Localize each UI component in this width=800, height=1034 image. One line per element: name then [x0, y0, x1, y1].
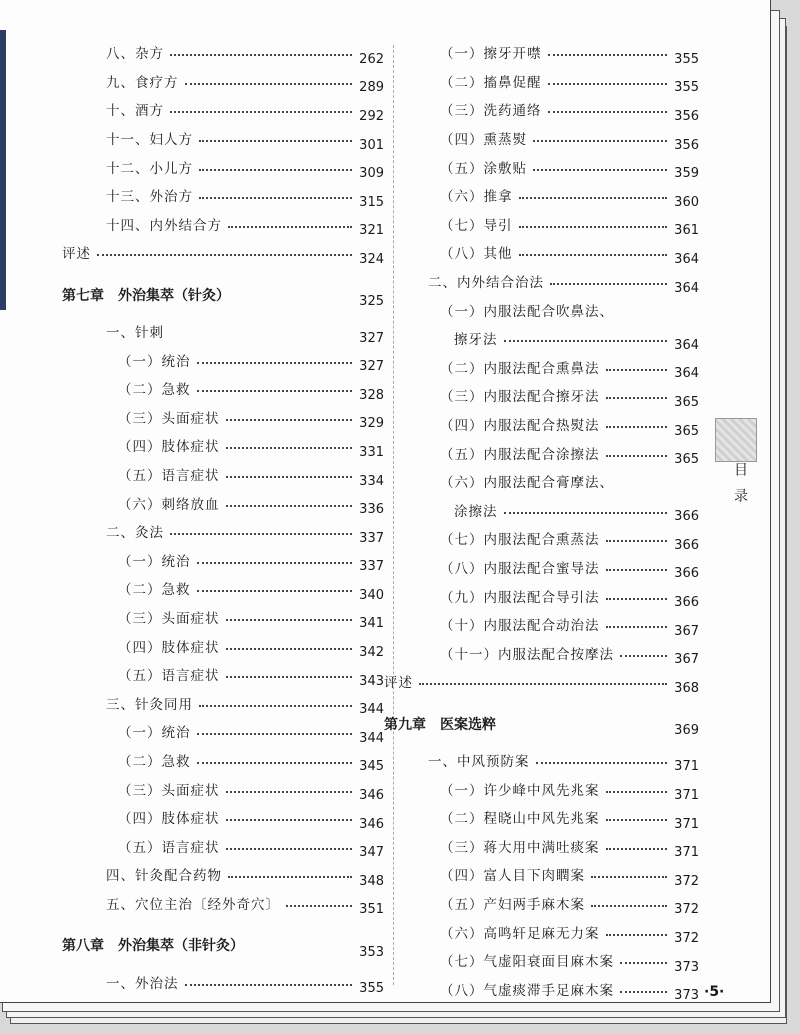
- toc-entry[interactable]: [62, 631, 384, 660]
- toc-entry-title: （十一）内服法配合按摩法: [440, 646, 614, 663]
- leader-dots: [286, 905, 352, 907]
- toc-entry[interactable]: [384, 238, 699, 267]
- toc-entry-title: 擦牙法: [454, 332, 498, 349]
- leader-dots: [519, 197, 668, 199]
- leader-dots: [226, 619, 353, 621]
- toc-entry[interactable]: [62, 317, 384, 346]
- toc-entry[interactable]: [384, 410, 699, 439]
- toc-entry[interactable]: [384, 774, 699, 803]
- toc-entry[interactable]: [384, 946, 699, 975]
- toc-page-number: 355: [674, 51, 699, 67]
- toc-entry[interactable]: [62, 238, 384, 267]
- toc-entry-title: （二）程晓山中风先兆案: [440, 811, 600, 828]
- toc-left-column: [62, 38, 384, 996]
- toc-page-number: 371: [674, 759, 699, 775]
- toc-entry[interactable]: [62, 717, 384, 746]
- toc-entry-title: （七）气虚阳衰面目麻木案: [440, 954, 614, 971]
- leader-dots: [533, 169, 667, 171]
- toc-page-number: 346: [359, 788, 384, 804]
- toc-entry-title: （一）统治: [118, 725, 191, 742]
- toc-entry-title: 十二、小儿方: [106, 160, 193, 177]
- toc-entry-title: （三）蒋大用中满吐痰案: [440, 839, 600, 856]
- leader-dots: [606, 426, 668, 428]
- toc-page-number: 336: [359, 502, 384, 518]
- toc-entry-title: （一）擦牙开噤: [440, 46, 542, 63]
- toc-page-number: 356: [674, 108, 699, 124]
- leader-dots: [226, 791, 353, 793]
- toc-entry-title: （一）统治: [118, 553, 191, 570]
- toc-page-number: 301: [359, 137, 384, 153]
- toc-entry[interactable]: [384, 152, 699, 181]
- toc-page-number: 337: [359, 530, 384, 546]
- toc-entry-title: （二）急救: [118, 382, 191, 399]
- toc-entry-title: （二）搐鼻促醒: [440, 74, 542, 91]
- toc-entry-title: （六）内服法配合膏摩法、: [440, 475, 614, 492]
- toc-page-number: 344: [359, 702, 384, 718]
- toc-page-number: 341: [359, 616, 384, 632]
- leader-dots: [548, 54, 668, 56]
- leader-dots: [620, 962, 667, 964]
- toc-entry[interactable]: [62, 803, 384, 832]
- leader-dots: [606, 540, 668, 542]
- leader-dots: [226, 648, 353, 650]
- toc-entry-title: （四）富人目下肉瞤案: [440, 868, 585, 885]
- toc-entry-title: （五）内服法配合涂擦法: [440, 446, 600, 463]
- toc-entry[interactable]: [62, 488, 384, 517]
- toc-entry-title: （五）产妇两手麻木案: [440, 896, 585, 913]
- toc-page-number: 372: [674, 873, 699, 889]
- toc-entry-title: （五）语言症状: [118, 468, 220, 485]
- leader-dots: [226, 676, 353, 678]
- toc-page-number: 289: [359, 80, 384, 96]
- toc-entry-title: （四）内服法配合热熨法: [440, 418, 600, 435]
- leader-dots: [548, 111, 668, 113]
- toc-page-number: 343: [359, 673, 384, 689]
- toc-entry[interactable]: [384, 889, 699, 918]
- leader-dots: [533, 140, 667, 142]
- toc-entry[interactable]: [62, 517, 384, 546]
- toc-page-number: 345: [359, 759, 384, 775]
- toc-entry[interactable]: [62, 831, 384, 860]
- leader-dots: [550, 283, 667, 285]
- leader-dots: [536, 762, 668, 764]
- toc-entry[interactable]: [62, 603, 384, 632]
- toc-entry[interactable]: [62, 574, 384, 603]
- toc-entry[interactable]: [384, 496, 699, 525]
- toc-page-number: 365: [674, 423, 699, 439]
- toc-entry-title: （六）高鸣轩足麻无力案: [440, 925, 600, 942]
- leader-dots: [591, 905, 667, 907]
- leader-dots: [519, 254, 668, 256]
- toc-entry-title: （五）涂敷贴: [440, 160, 527, 177]
- toc-entry[interactable]: [384, 974, 699, 1003]
- leader-dots: [606, 626, 668, 628]
- toc-page-number: 372: [674, 931, 699, 947]
- toc-entry[interactable]: [62, 152, 384, 181]
- leader-dots: [226, 505, 353, 507]
- toc-page-number: 324: [359, 251, 384, 267]
- toc-page-number: 367: [674, 623, 699, 639]
- toc-entry[interactable]: [62, 889, 384, 918]
- leader-dots: [199, 197, 352, 199]
- toc-entry[interactable]: [62, 967, 384, 996]
- toc-entry[interactable]: [384, 353, 699, 382]
- toc-entry-title: （十）内服法配合动治法: [440, 618, 600, 635]
- leader-dots: [228, 226, 352, 228]
- toc-entry-title: 五、穴位主治〔经外奇穴〕: [106, 896, 280, 913]
- toc-entry-title: 二、灸法: [106, 525, 164, 542]
- toc-page-number: 364: [674, 366, 699, 382]
- toc-entry[interactable]: [62, 546, 384, 575]
- leader-dots: [620, 991, 667, 993]
- toc-entry-title: 四、针灸配合药物: [106, 868, 222, 885]
- toc-entry-title: 十三、外治方: [106, 189, 193, 206]
- leader-dots: [185, 984, 353, 986]
- toc-page-number: 315: [359, 194, 384, 210]
- toc-chapter-heading[interactable]: [62, 917, 384, 967]
- toc-chapter-heading[interactable]: [62, 267, 384, 317]
- toc-entry-title: （二）内服法配合熏鼻法: [440, 360, 600, 377]
- leader-dots: [606, 598, 668, 600]
- toc-entry[interactable]: [384, 610, 699, 639]
- chapter-number: 第八章: [62, 938, 104, 955]
- toc-page-number: 334: [359, 473, 384, 489]
- toc-page-number: 369: [674, 723, 699, 739]
- toc-entry-title: 一、外治法: [106, 975, 179, 992]
- toc-page-number: 366: [674, 509, 699, 525]
- toc-entry-title: （三）洗药通络: [440, 103, 542, 120]
- toc-page-number: 309: [359, 166, 384, 182]
- leader-dots: [226, 447, 353, 449]
- toc-entry[interactable]: [384, 667, 699, 696]
- leader-dots: [591, 876, 667, 878]
- toc-entry-title: （二）急救: [118, 582, 191, 599]
- toc-entry[interactable]: [384, 524, 699, 553]
- leader-dots: [548, 83, 668, 85]
- leader-dots: [226, 476, 353, 478]
- leader-dots: [185, 83, 353, 85]
- leader-dots: [226, 419, 353, 421]
- toc-entry-title: （四）熏蒸熨: [440, 132, 527, 149]
- toc-page-number: 292: [359, 108, 384, 124]
- toc-entry[interactable]: [62, 345, 384, 374]
- toc-entry[interactable]: [384, 917, 699, 946]
- decorative-seal-icon: [715, 418, 757, 462]
- toc-page-number: 355: [674, 80, 699, 96]
- toc-entry-title: 十、酒方: [106, 103, 164, 120]
- toc-entry-title: 涂擦法: [454, 503, 498, 520]
- toc-entry-title: （二）急救: [118, 753, 191, 770]
- toc-entry[interactable]: [62, 746, 384, 775]
- toc-entry[interactable]: [62, 210, 384, 239]
- toc-entry-title: 评述: [384, 675, 413, 692]
- leader-dots: [170, 533, 352, 535]
- toc-entry-title: 二、内外结合治法: [428, 275, 544, 292]
- leader-dots: [170, 54, 352, 56]
- toc-page-number: 347: [359, 845, 384, 861]
- chapter-title: 医案选粹: [440, 716, 496, 733]
- leader-dots: [199, 705, 352, 707]
- toc-page-number: 328: [359, 387, 384, 403]
- leader-dots: [606, 369, 668, 371]
- toc-entry[interactable]: [384, 803, 699, 832]
- toc-entry-title: （七）内服法配合熏蒸法: [440, 532, 600, 549]
- toc-entry-title: 十一、妇人方: [106, 132, 193, 149]
- toc-page-number: 353: [359, 944, 384, 960]
- cover-edge: [0, 30, 6, 310]
- toc-entry-title: （八）气虚痰滞手足麻木案: [440, 982, 614, 999]
- toc-page-number: 355: [359, 981, 384, 997]
- toc-page-number: 351: [359, 902, 384, 918]
- toc-page-number: 356: [674, 137, 699, 153]
- leader-dots: [226, 848, 353, 850]
- toc-entry-title: （四）肢体症状: [118, 811, 220, 828]
- toc-entry-title: （三）头面症状: [118, 782, 220, 799]
- leader-dots: [606, 934, 668, 936]
- toc-entry[interactable]: [384, 295, 699, 324]
- toc-page-number: 329: [359, 416, 384, 432]
- toc-page-number: 364: [674, 337, 699, 353]
- toc-right-column: [384, 38, 699, 1003]
- toc-page-number: 359: [674, 166, 699, 182]
- toc-page-number: 371: [674, 845, 699, 861]
- leader-dots: [228, 876, 352, 878]
- toc-entry[interactable]: [62, 95, 384, 124]
- chapter-number: 第七章: [62, 287, 104, 304]
- toc-entry-title: （八）内服法配合蜜导法: [440, 560, 600, 577]
- toc-entry-title: 三、针灸同用: [106, 696, 193, 713]
- toc-entry-title: 八、杂方: [106, 46, 164, 63]
- toc-page-number: 337: [359, 559, 384, 575]
- toc-page-number: 327: [359, 330, 384, 346]
- toc-entry-title: （五）语言症状: [118, 839, 220, 856]
- toc-entry[interactable]: [384, 210, 699, 239]
- toc-entry-title: （六）刺络放血: [118, 496, 220, 513]
- toc-entry[interactable]: [384, 581, 699, 610]
- toc-entry-title: （三）内服法配合擦牙法: [440, 389, 600, 406]
- toc-entry[interactable]: [62, 688, 384, 717]
- toc-page-number: 372: [674, 902, 699, 918]
- toc-entry-title: 评述: [62, 246, 91, 263]
- toc-page-number: 366: [674, 566, 699, 582]
- page-number: ·5·: [704, 984, 725, 1000]
- toc-page-number: 346: [359, 816, 384, 832]
- leader-dots: [197, 390, 353, 392]
- leader-dots: [197, 590, 353, 592]
- leader-dots: [606, 569, 668, 571]
- leader-dots: [197, 733, 353, 735]
- leader-dots: [606, 791, 668, 793]
- toc-page-number: 367: [674, 652, 699, 668]
- toc-page-number: 262: [359, 51, 384, 67]
- toc-entry-title: （五）语言症状: [118, 668, 220, 685]
- toc-entry[interactable]: [384, 638, 699, 667]
- toc-entry[interactable]: [384, 324, 699, 353]
- toc-entry-title: （七）导引: [440, 217, 513, 234]
- toc-page-number: 340: [359, 587, 384, 603]
- toc-entry[interactable]: [384, 860, 699, 889]
- leader-dots: [620, 655, 667, 657]
- toc-page-number: 366: [674, 595, 699, 611]
- toc-page-number: 366: [674, 537, 699, 553]
- toc-page-number: 365: [674, 452, 699, 468]
- toc-page-number: 321: [359, 223, 384, 239]
- toc-entry-title: （四）肢体症状: [118, 639, 220, 656]
- toc-entry[interactable]: [62, 181, 384, 210]
- toc-entry-title: （八）其他: [440, 246, 513, 263]
- leader-dots: [197, 762, 353, 764]
- toc-page-number: 348: [359, 873, 384, 889]
- toc-entry-title: （一）统治: [118, 353, 191, 370]
- toc-entry[interactable]: [384, 67, 699, 96]
- toc-page-number: 368: [674, 680, 699, 696]
- toc-page-number: 371: [674, 788, 699, 804]
- toc-page-number: 371: [674, 816, 699, 832]
- leader-dots: [504, 340, 668, 342]
- leader-dots: [504, 512, 668, 514]
- toc-page-number: 327: [359, 359, 384, 375]
- leader-dots: [226, 819, 353, 821]
- toc-entry[interactable]: [62, 860, 384, 889]
- toc-entry[interactable]: [384, 181, 699, 210]
- toc-page-number: 365: [674, 394, 699, 410]
- leader-dots: [606, 455, 668, 457]
- toc-entry-title: 一、中风预防案: [428, 753, 530, 770]
- toc-entry-title: （九）内服法配合导引法: [440, 589, 600, 606]
- leader-dots: [197, 362, 353, 364]
- toc-entry[interactable]: [384, 95, 699, 124]
- leader-dots: [606, 397, 668, 399]
- toc-entry[interactable]: [62, 660, 384, 689]
- toc-page-number: 364: [674, 280, 699, 296]
- toc-entry[interactable]: [62, 774, 384, 803]
- toc-entry-title: 九、食疗方: [106, 74, 179, 91]
- leader-dots: [419, 683, 667, 685]
- toc-entry[interactable]: [384, 746, 699, 775]
- toc-page-number: 331: [359, 444, 384, 460]
- leader-dots: [199, 140, 352, 142]
- toc-page-number: 360: [674, 194, 699, 210]
- leader-dots: [519, 226, 668, 228]
- toc-page-number: 373: [674, 988, 699, 1003]
- leader-dots: [170, 111, 352, 113]
- toc-entry-title: （一）许少峰中风先兆案: [440, 782, 600, 799]
- side-label: 目录: [732, 462, 748, 514]
- toc-entry[interactable]: [62, 124, 384, 153]
- toc-entry[interactable]: [62, 38, 384, 67]
- toc-page-number: 373: [674, 959, 699, 975]
- chapter-number: 第九章: [384, 716, 426, 733]
- leader-dots: [199, 169, 352, 171]
- toc-entry[interactable]: [62, 431, 384, 460]
- toc-entry[interactable]: [62, 374, 384, 403]
- leader-dots: [97, 254, 352, 256]
- toc-entry[interactable]: [384, 381, 699, 410]
- toc-page-number: 364: [674, 251, 699, 267]
- toc-entry-title: （四）肢体症状: [118, 439, 220, 456]
- leader-dots: [197, 562, 353, 564]
- toc-entry[interactable]: [384, 553, 699, 582]
- toc-entry-title: （三）头面症状: [118, 610, 220, 627]
- toc-entry[interactable]: [62, 460, 384, 489]
- chapter-title: 外治集萃（针灸）: [118, 287, 230, 304]
- leader-dots: [606, 819, 668, 821]
- toc-entry[interactable]: [384, 124, 699, 153]
- toc-entry[interactable]: [384, 438, 699, 467]
- toc-page-number: 325: [359, 294, 384, 310]
- toc-page-number: 342: [359, 645, 384, 661]
- toc-entry[interactable]: [384, 267, 699, 296]
- toc-page-number: 344: [359, 730, 384, 746]
- toc-entry[interactable]: [384, 467, 699, 496]
- toc-entry[interactable]: [62, 67, 384, 96]
- chapter-title: 外治集萃（非针灸）: [118, 938, 244, 955]
- toc-entry-title: （三）头面症状: [118, 410, 220, 427]
- toc-entry-title: 一、针刺: [106, 325, 164, 342]
- toc-entry[interactable]: [384, 831, 699, 860]
- leader-dots: [606, 848, 668, 850]
- toc-entry-title: 十四、内外结合方: [106, 217, 222, 234]
- toc-entry[interactable]: [384, 38, 699, 67]
- toc-chapter-heading[interactable]: [384, 696, 699, 746]
- toc-page-number: 361: [674, 223, 699, 239]
- toc-entry-title: （一）内服法配合吹鼻法、: [440, 303, 614, 320]
- toc-entry-title: （六）推拿: [440, 189, 513, 206]
- toc-entry[interactable]: [62, 403, 384, 432]
